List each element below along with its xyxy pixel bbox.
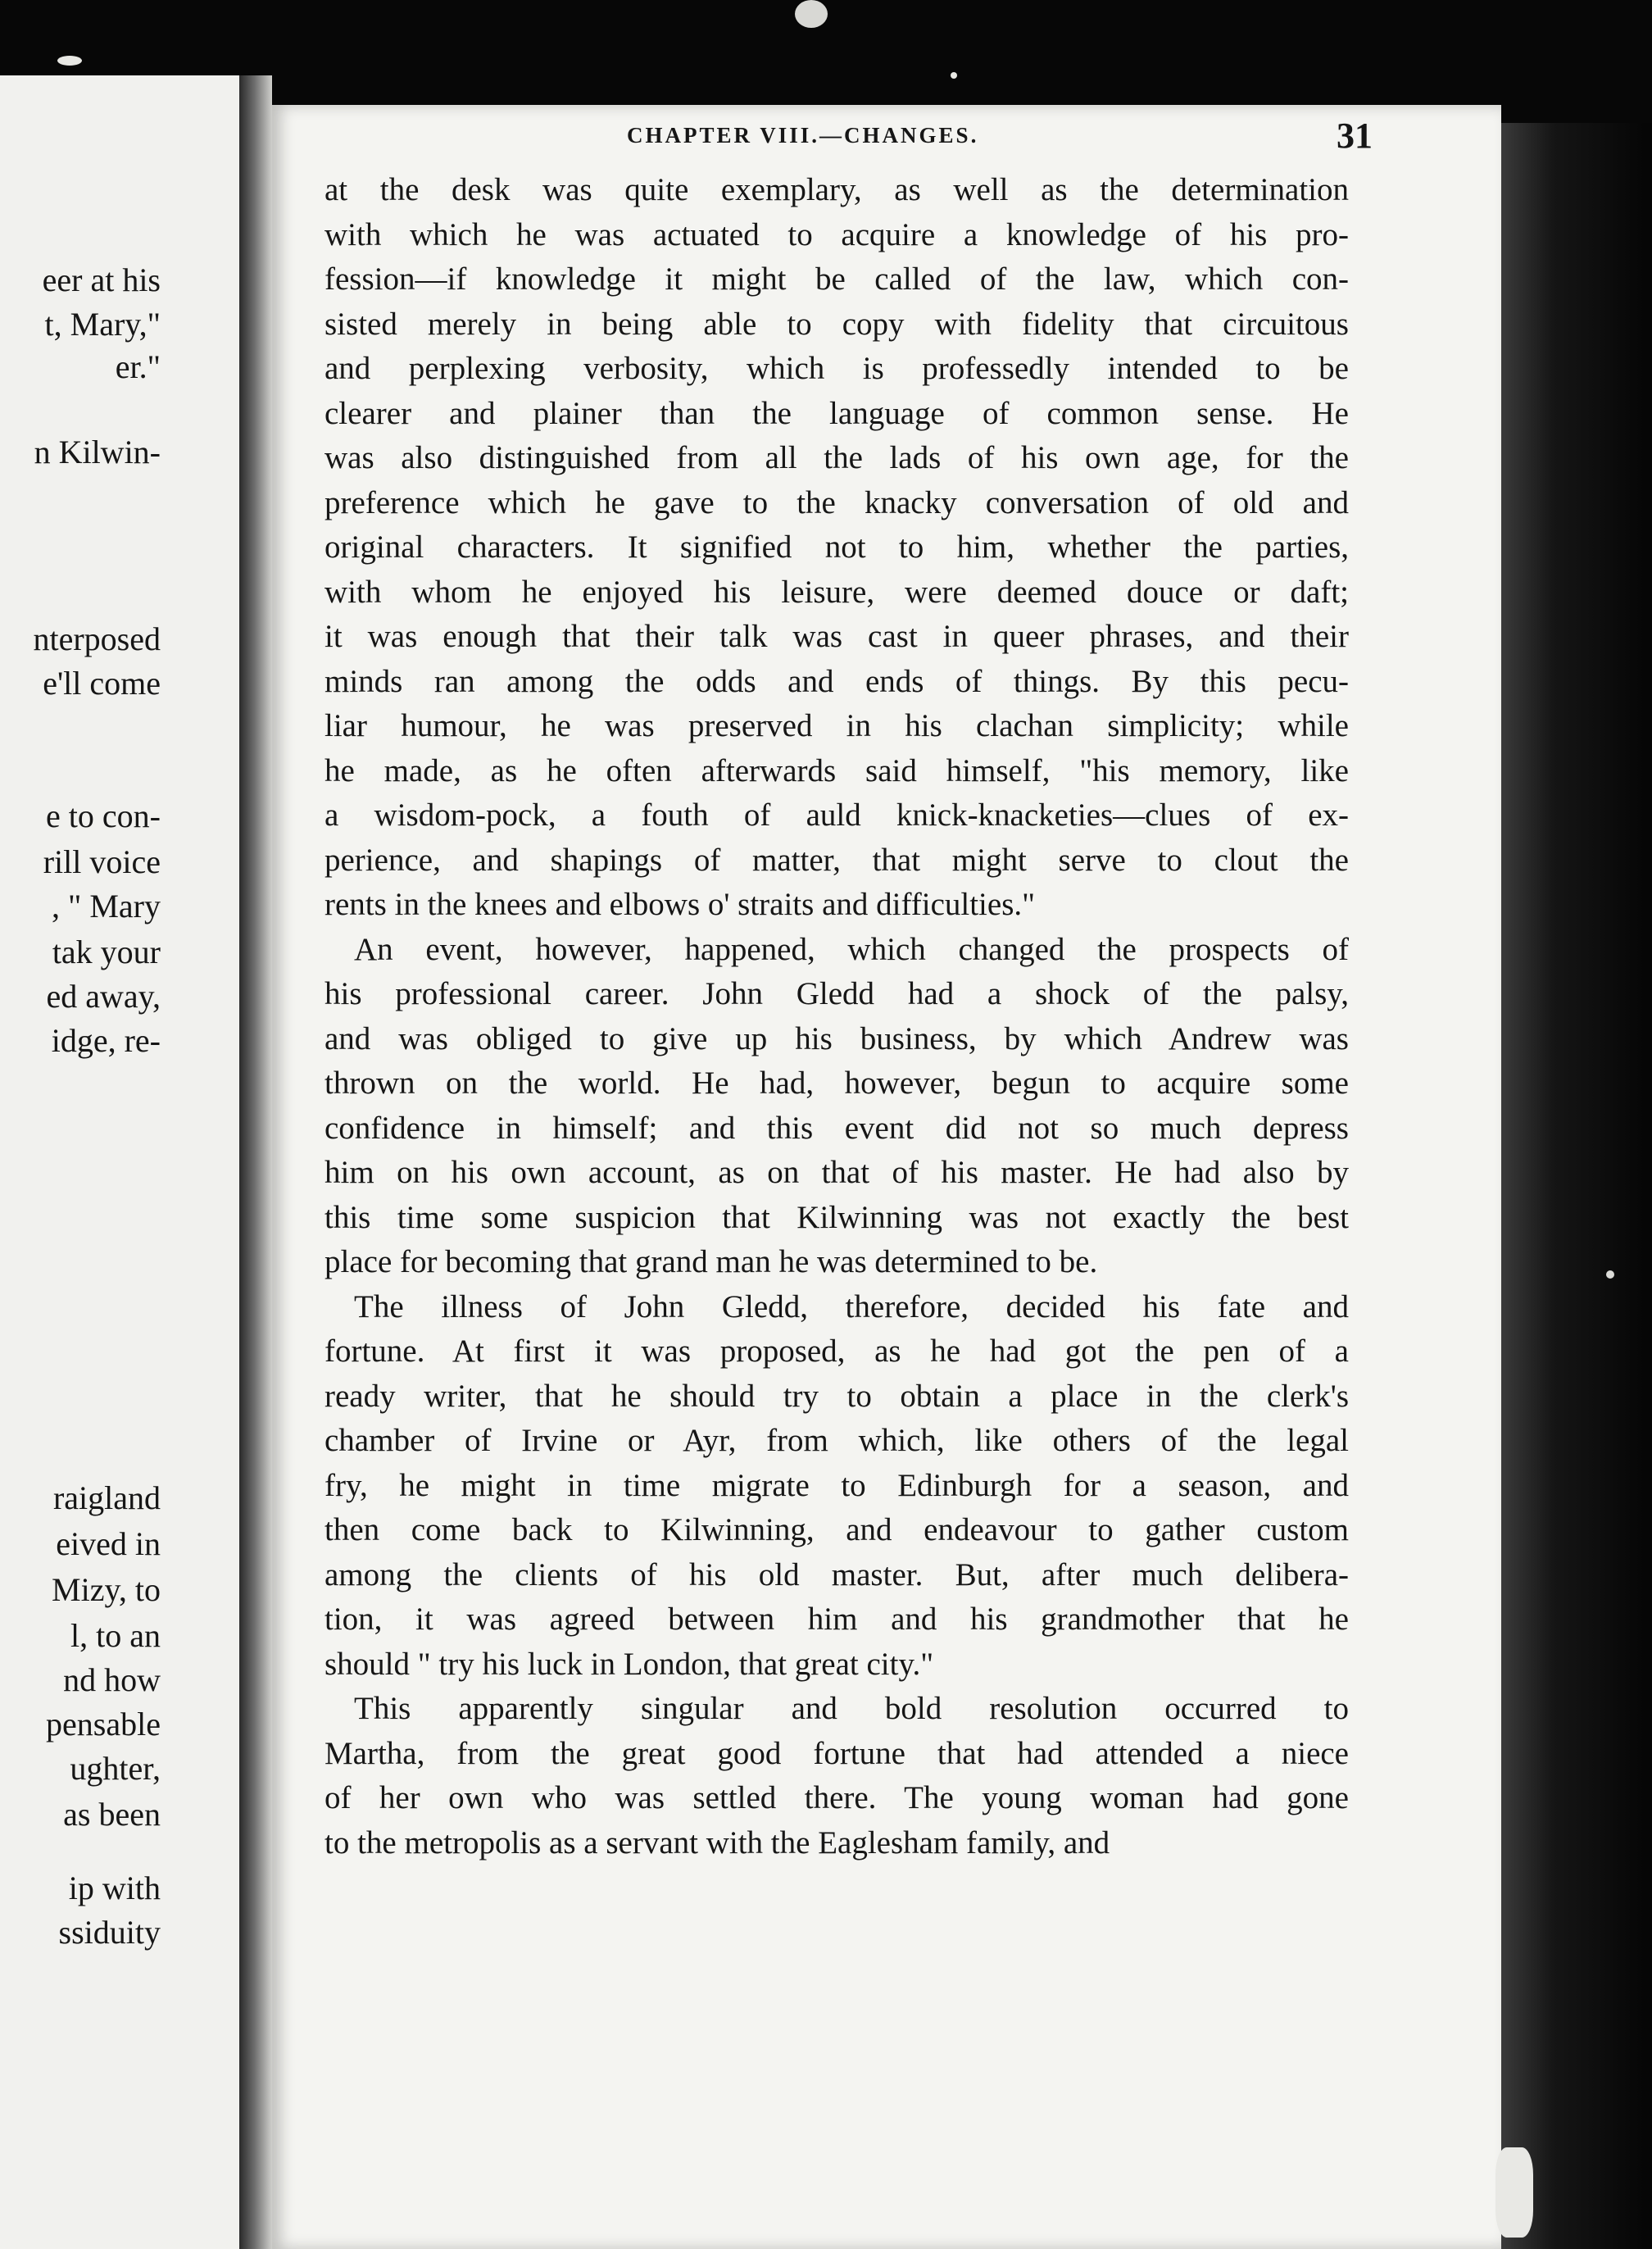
facing-page-line: idge, re- xyxy=(51,1022,161,1059)
facing-page-line: l, to an xyxy=(70,1617,161,1654)
facing-page-line: ssiduity xyxy=(58,1914,161,1951)
facing-page-line: nd how xyxy=(63,1661,161,1698)
text-line: liar humour, he was preserved in his clachan simplicity; while xyxy=(324,708,1349,743)
text-line: rents in the knees and elbows o' straits and difficulties." xyxy=(324,887,1036,922)
text-line: Martha, from the great good fortune that had attended a niece xyxy=(324,1735,1349,1771)
text-line: a wisdom-pock, a fouth of auld knick-knacketies—clues of ex- xyxy=(324,797,1349,833)
facing-page-line: e'll come xyxy=(43,665,161,702)
scan-speck xyxy=(57,56,82,66)
scan-speck xyxy=(1606,1270,1614,1279)
facing-page-line: n Kilwin- xyxy=(34,434,161,470)
text-line: thrown on the world. He had, however, begun to acquire some xyxy=(324,1065,1349,1101)
facing-page-line: as been xyxy=(63,1796,161,1833)
text-line: to the metropolis as a servant with the Eaglesham family, and xyxy=(324,1824,1110,1861)
book-gutter xyxy=(239,75,272,2249)
text-line: perience, and shapings of matter, that might serve to clout the xyxy=(324,842,1349,878)
text-line: and perplexing verbosity, which is professedly intended to be xyxy=(324,351,1349,386)
text-line: then come back to Kilwinning, and endeavour to gather custom xyxy=(324,1512,1349,1547)
paragraph xyxy=(324,1687,1349,1865)
facing-page-line: tak your xyxy=(52,934,161,970)
text-line: chamber of Irvine or Ayr, from which, like others of the legal xyxy=(324,1423,1349,1458)
text-line: minds ran among the odds and ends of things. By this pecu- xyxy=(324,663,1349,699)
facing-page-line: eived in xyxy=(56,1525,161,1562)
facing-page-line: Mizy, to xyxy=(52,1571,161,1608)
paragraph xyxy=(324,168,1349,928)
running-head xyxy=(348,115,1373,164)
facing-page-line: er." xyxy=(115,348,161,385)
text-line: This apparently singular and bold resolution occurred to xyxy=(354,1691,1349,1726)
text-line: and was obliged to give up his business, by which Andrew was xyxy=(324,1020,1349,1056)
text-line: place for becoming that grand man he was determined to be. xyxy=(324,1244,1098,1279)
text-line: with which he was actuated to acquire a knowledge of his pro- xyxy=(324,216,1349,252)
scan-speck xyxy=(1495,2147,1533,2238)
text-line: confidence in himself; and this event did not so much depress xyxy=(324,1110,1349,1146)
text-line: this time some suspicion that Kilwinning was not exactly the best xyxy=(324,1199,1349,1235)
facing-page-fragment xyxy=(0,75,242,2249)
text-line: it was enough that their talk was cast in queer phrases, and their xyxy=(324,619,1349,654)
facing-page-line: ughter, xyxy=(70,1750,161,1787)
text-line: preference which he gave to the knacky conversation of old and xyxy=(324,484,1349,520)
facing-page-line: nterposed xyxy=(33,620,161,657)
text-line: ready writer, that he should try to obtain a place in the clerk's xyxy=(324,1378,1349,1414)
body-text xyxy=(324,168,1349,1865)
chapter-title: CHAPTER VIII.—CHANGES. xyxy=(627,123,979,148)
text-line: An event, however, happened, which changed the prospects of xyxy=(354,931,1349,967)
text-line: at the desk was quite exemplary, as well as the determination xyxy=(324,172,1349,207)
text-line: sisted merely in being able to copy with fidelity that circuitous xyxy=(324,306,1349,342)
text-line: clearer and plainer than the language of common sense. He xyxy=(324,395,1349,431)
facing-page-line: eer at his xyxy=(42,261,161,298)
facing-page-line: rill voice xyxy=(43,843,161,880)
text-line: he made, as he often afterwards said himself, "his memory, like xyxy=(324,752,1349,788)
text-line: of her own who was settled there. The young woman had gone xyxy=(324,1780,1349,1815)
facing-page-line: , " Mary xyxy=(52,888,161,925)
text-line: was also distinguished from all the lads of his own age, for the xyxy=(324,440,1349,475)
facing-page-line: ip with xyxy=(68,1870,161,1906)
text-line: him on his own account, as on that of his master. He had also by xyxy=(324,1155,1349,1190)
facing-page-line: e to con- xyxy=(46,797,161,834)
text-line: with whom he enjoyed his leisure, were deemed douce or daft; xyxy=(324,574,1349,610)
text-line: fession—if knowledge it might be called of the law, which con- xyxy=(324,261,1349,297)
scan-speck xyxy=(795,0,828,28)
text-line: The illness of John Gledd, therefore, decided his fate and xyxy=(354,1288,1349,1324)
text-line: original characters. It signified not to him, whether the parties, xyxy=(324,529,1349,565)
text-line: should " try his luck in London, that great city." xyxy=(324,1646,934,1682)
text-line: fortune. At first it was proposed, as he had got the pen of a xyxy=(324,1333,1349,1369)
text-line: tion, it was agreed between him and his grandmother that he xyxy=(324,1602,1349,1637)
facing-page-line: pensable xyxy=(46,1706,161,1742)
facing-page-line: t, Mary," xyxy=(44,306,161,343)
text-line: fry, he might in time migrate to Edinburgh for a season, and xyxy=(324,1467,1349,1503)
facing-page-line: raigland xyxy=(52,1479,161,1516)
scan-speck xyxy=(951,72,957,79)
text-line: among the clients of his old master. But, after much delibera- xyxy=(324,1556,1349,1592)
paragraph xyxy=(324,928,1349,1285)
page-edge-shadow xyxy=(1501,123,1652,2249)
paragraph xyxy=(324,1285,1349,1688)
page-number: 31 xyxy=(1337,116,1373,156)
facing-page-line: ed away, xyxy=(46,978,161,1015)
text-line: his professional career. John Gledd had a shock of the palsy, xyxy=(324,976,1349,1011)
